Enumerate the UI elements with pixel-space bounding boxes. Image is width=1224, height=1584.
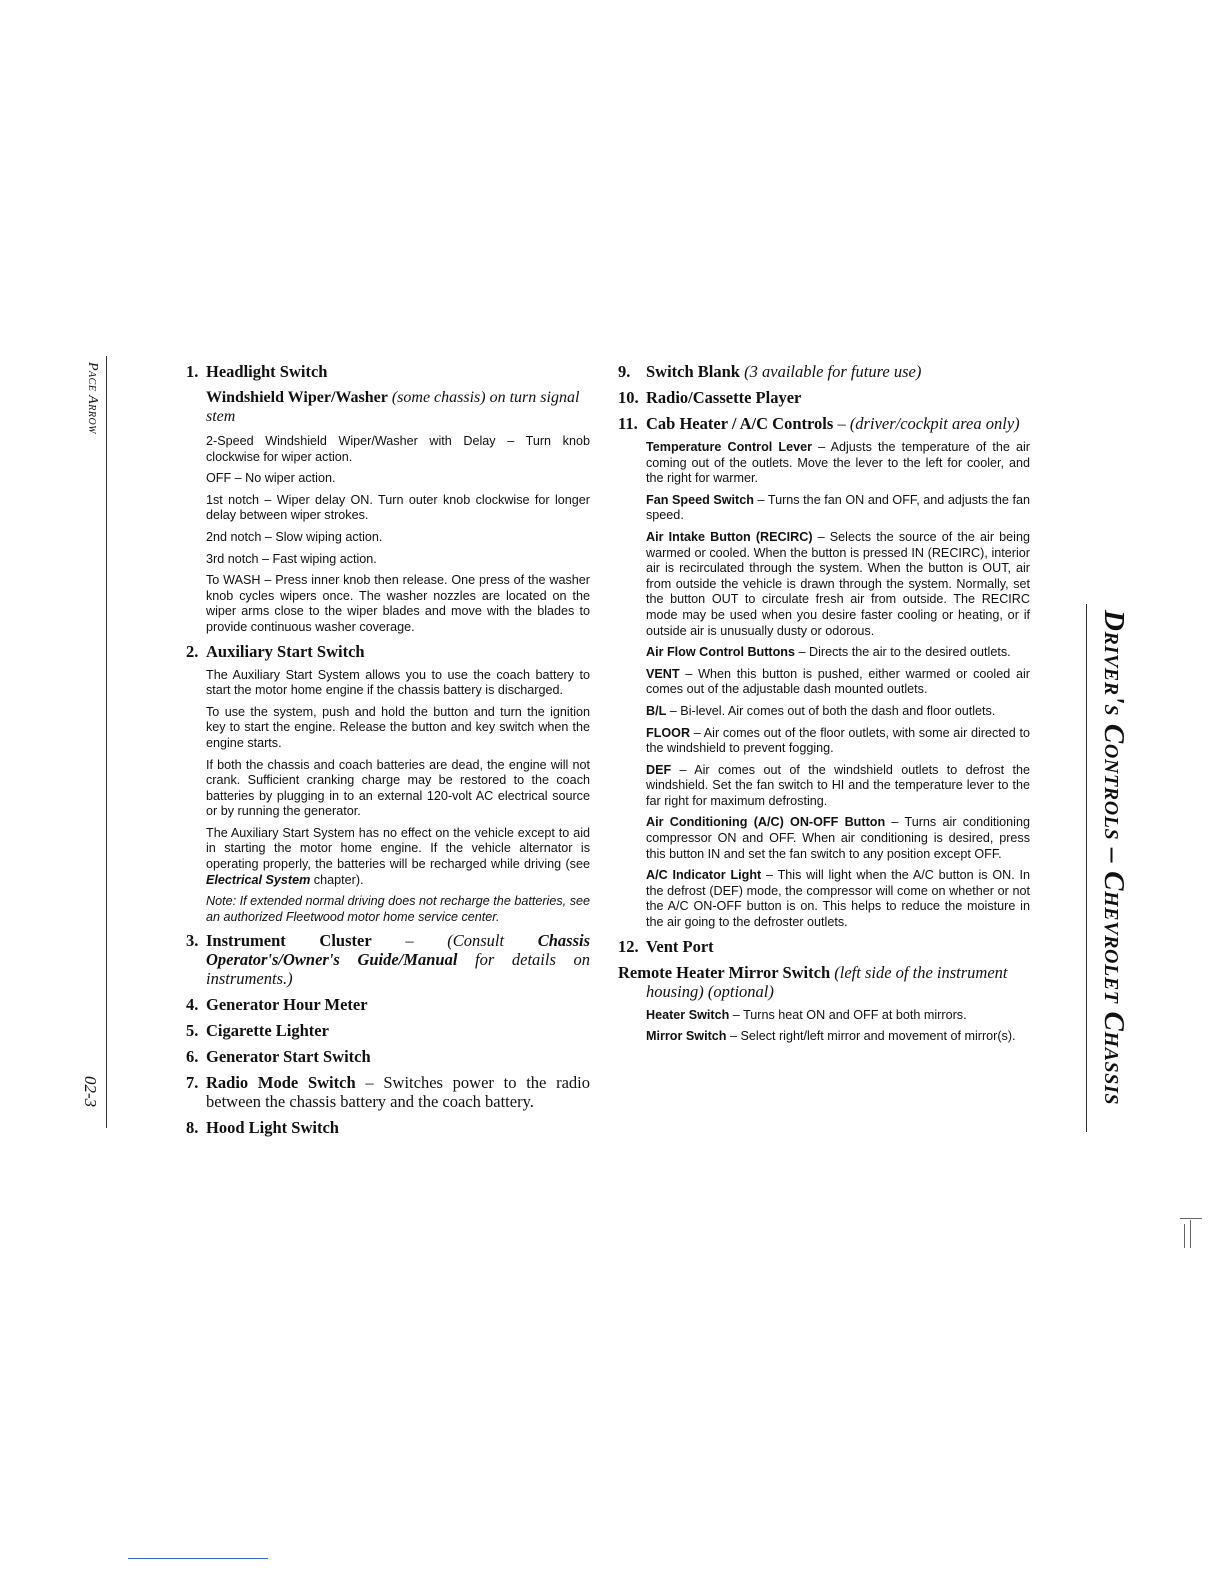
item-text (206, 1073, 590, 1111)
paragraph: 3rd notch – Fast wiping action. (206, 551, 377, 566)
paragraph (646, 868, 1030, 930)
item-number: 6. (186, 1047, 199, 1067)
term: Heater Switch (646, 1007, 730, 1022)
item-title: Cab Heater / A/C Controls (646, 414, 834, 433)
list-item (186, 995, 590, 1014)
item-title: Generator Start Switch (206, 1047, 371, 1067)
paragraph: 1st notch – Wiper delay ON. Turn outer knob clockwise for longer delay between wiper strokes. (206, 492, 590, 523)
text-run: The Auxiliary Start System has no effect on the vehicle except to aid in starting the motor home engine. If the vehicle alternator is operating properly, the batteries will be recharged while driving (see (206, 825, 590, 872)
term: Air Flow Control Buttons (646, 645, 796, 660)
chapter-reference: Electrical System (206, 872, 311, 887)
item-number: 7. (186, 1073, 199, 1093)
item-note: (driver/cockpit area only) (849, 414, 1020, 433)
definition: – This will light when the A/C button is ON. In the defrost (DEF) mode, the compressor will come on whether or not the A/C ON-OFF button is on. This helps to reduce the moisture in the air going to the defroster outlets. (646, 868, 1031, 930)
paragraph: 2-Speed Windshield Wiper/Washer with Delay – Turn knob clockwise for wiper action. (206, 434, 590, 464)
definition: – Turns air conditioning compressor ON and OFF. When air conditioning is desired, press this button IN and set the fan switch to any position except OFF. (646, 815, 1030, 861)
footer-rule (128, 1558, 268, 1559)
item-title: Vent Port (646, 936, 714, 956)
subsection-note: (some chassis) on turn signal stem (206, 389, 580, 425)
item-description: – Switches power to the radio between the chassis battery and the coach battery. (206, 1073, 590, 1112)
item-title: Radio/Cassette Player (646, 388, 802, 407)
paragraph (646, 1029, 1030, 1045)
definition: – Adjusts the temperature of the air coming out of the outlets. Move the lever to the left for cooler, and the right for warmer. (646, 440, 1031, 486)
item-number: 2. (186, 641, 199, 661)
item-title: Headlight Switch (206, 362, 328, 381)
item-title: Cigarette Lighter (206, 1021, 329, 1041)
list-item (186, 1073, 590, 1111)
paragraph: If both the chassis and coach batteries are dead, the engine will not crank. Sufficient cranking charge may be restored to the coach batteries by plugging in to an external 120-volt AC electrical source or by running the generator. (206, 757, 590, 819)
paragraph (646, 726, 1030, 757)
item-text (618, 963, 1030, 1001)
list-item (618, 362, 1030, 381)
subsection-heading (206, 388, 590, 426)
list-item (618, 388, 1030, 407)
item-note: (Consult (447, 931, 538, 951)
dash: – (833, 414, 850, 433)
list-item (618, 937, 1030, 956)
item-number: 12. (618, 936, 639, 956)
item-title: Instrument Cluster (206, 931, 372, 951)
item-number: 5. (186, 1021, 199, 1041)
term: A/C Indicator Light (646, 868, 762, 883)
paragraph: To use the system, push and hold the button and turn the ignition key to start the engine. Release the button and key switch when the engine starts. (206, 704, 590, 750)
term: Temperature Control Lever (646, 440, 813, 454)
definition: – Directs the air to the desired outlets. (795, 645, 1011, 660)
paragraph (646, 440, 1030, 487)
left-margin (72, 356, 108, 1128)
term: Mirror Switch (646, 1029, 727, 1044)
definition: – Select right/left mirror and movement of mirror(s). (726, 1029, 1016, 1044)
subsection-heading (618, 963, 1030, 1001)
mark-line (1184, 1224, 1185, 1248)
text-run: chapter). (310, 872, 364, 887)
list-item (186, 362, 590, 381)
term: B/L (646, 703, 667, 718)
right-column (618, 362, 1030, 1051)
item-title: Auxiliary Start Switch (206, 641, 365, 661)
definition: – Air comes out of the floor outlets, with some air directed to the windshield to prevent fogging. (646, 725, 1030, 756)
item-title: Hood Light Switch (206, 1118, 339, 1138)
item-number: 9. (618, 362, 631, 381)
paragraph (646, 667, 1030, 698)
left-column (186, 362, 590, 1144)
paragraph (646, 645, 1030, 661)
item-number: 4. (186, 995, 199, 1015)
item-text (206, 931, 590, 988)
item-number: 3. (186, 931, 199, 951)
item-text (646, 362, 921, 381)
scan-mark (1180, 1218, 1202, 1248)
list-item (186, 1021, 590, 1040)
item-number: 11. (618, 414, 638, 433)
item-text (646, 414, 1020, 433)
item-title: Radio Mode Switch (206, 1073, 356, 1093)
margin-rule (106, 356, 107, 1128)
term: Fan Speed Switch (646, 492, 754, 507)
paragraph (646, 1008, 1030, 1024)
term: Air Intake Button (RECIRC) (646, 529, 813, 544)
paragraph (646, 530, 1030, 639)
item-title: Switch Blank (646, 362, 740, 381)
chapter-title: Driver's Controls – Chevrolet Chassis (1098, 610, 1130, 1106)
dash: – (371, 931, 448, 951)
item-note: (left side of the instrument housing) (optional) (646, 962, 1008, 1001)
item-number: 1. (186, 362, 199, 381)
term: Air Conditioning (A/C) ON-OFF Button (646, 815, 886, 830)
definition: – When this button is pushed, either warmed or cooled air comes out of the adjustable dash mounted outlets. (646, 666, 1030, 697)
running-head: Pace Arrow (85, 362, 100, 435)
definition: – Turns heat ON and OFF at both mirrors. (729, 1007, 967, 1022)
list-item (186, 931, 590, 988)
mark-line (1190, 1220, 1191, 1248)
list-item (186, 1047, 590, 1066)
item-number: 10. (618, 388, 639, 407)
item-title: Generator Hour Meter (206, 995, 368, 1015)
item-note: (3 available for future use) (740, 362, 922, 381)
paragraph (646, 704, 1030, 720)
term: DEF (646, 762, 672, 777)
paragraph: 2nd notch – Slow wiping action. (206, 529, 383, 544)
paragraph (646, 493, 1030, 524)
paragraph (646, 763, 1030, 810)
definition: – Selects the source of the air being warmed or cooled. When the button is pressed IN (RECIRC), interior air is recirculated through the system. When the button is OUT, air from outside the vehicle is drawn through the system. Normally, set the button OUT to circulate fresh air from outside. The RECIRC mode may be used when you desire faster cooling or heating, or if outside air is unusually dusty or odorous. (646, 529, 1030, 638)
definition: – Air comes out of the windshield outlets to defrost the windshield. Set the fan switch to HI and the temperature lever to the far right for maximum defrosting. (646, 762, 1030, 808)
definition: – Turns the fan ON and OFF, and adjusts the fan speed. (646, 492, 1030, 523)
paragraph (206, 826, 590, 888)
paragraph: The Auxiliary Start System allows you to use the coach battery to start the motor home engine if the chassis battery is discharged. (206, 667, 590, 698)
list-item (618, 414, 1030, 433)
mark-line (1180, 1218, 1202, 1219)
list-item (186, 642, 590, 661)
list-item (186, 1118, 590, 1137)
right-margin (1086, 604, 1134, 1132)
item-title: Remote Heater Mirror Switch (618, 962, 831, 982)
term: FLOOR (646, 725, 691, 740)
note: Note: If extended normal driving does not recharge the batteries, see an authorized Fleetwood motor home service center. (206, 894, 590, 924)
paragraph: To WASH – Press inner knob then release. One press of the washer knob cycles wipers once. The washer nozzles are located on the wiper arms close to the wiper blades and move with the blades to provide continuous washer coverage. (206, 573, 590, 634)
paragraph (646, 815, 1030, 862)
item-number: 8. (186, 1118, 199, 1138)
item-note-emphasis: Chassis Operator's/Owner's Guide/Manual (206, 931, 590, 970)
margin-rule (1086, 604, 1087, 1132)
definition: – Bi-level. Air comes out of both the dash and floor outlets. (666, 703, 996, 718)
item-note: for details on instruments.) (206, 950, 590, 989)
paragraph: OFF – No wiper action. (206, 471, 336, 486)
term: VENT (646, 666, 680, 681)
page-number: 02-3 (81, 1076, 100, 1108)
subsection-title: Windshield Wiper/Washer (206, 389, 388, 406)
